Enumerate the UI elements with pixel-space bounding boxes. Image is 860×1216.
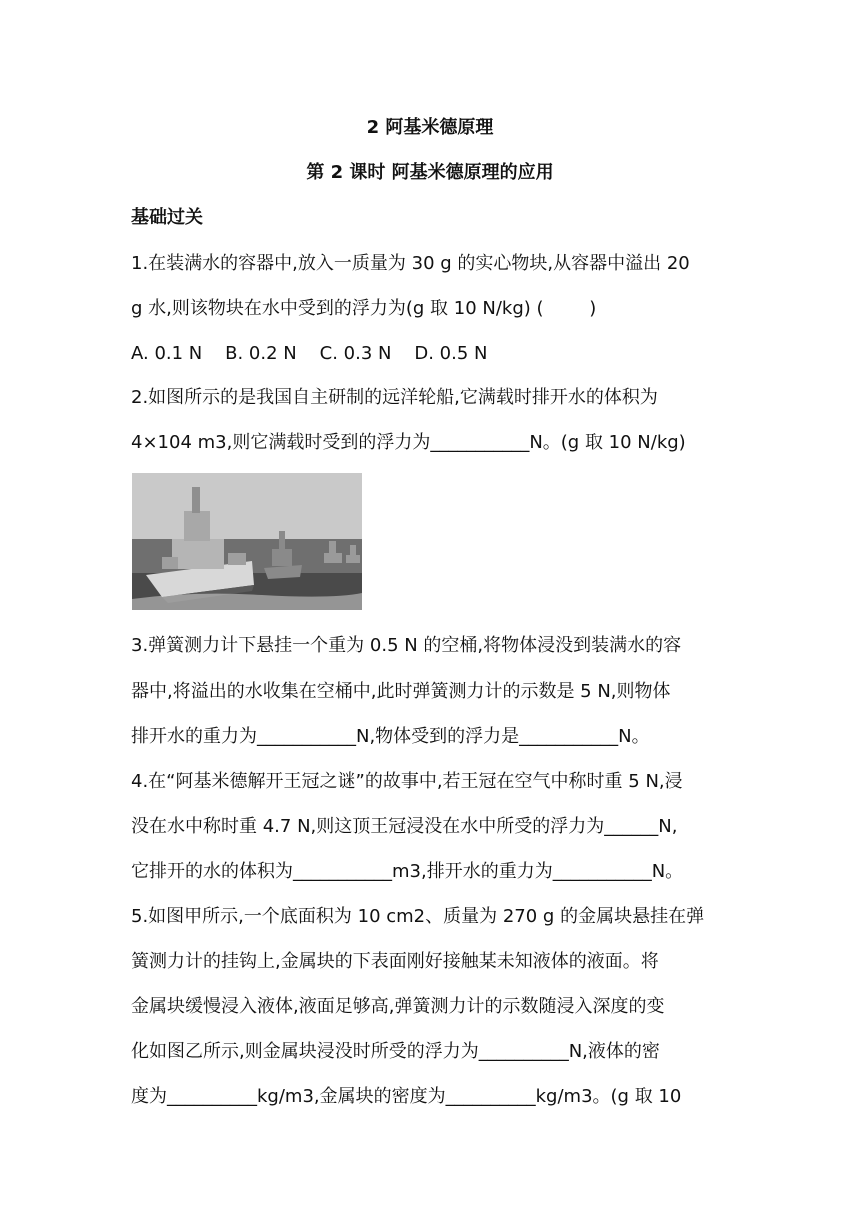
question-5-line-3: 金属块缓慢浸入液体,液面足够高,弹簧测力计的示数随浸入深度的变 <box>131 996 665 1017</box>
question-3-line-3: 排开水的重力为___________N,物体受到的浮力是___________N。 <box>131 726 650 747</box>
question-2-line-1: 2.如图所示的是我国自主研制的远洋轮船,它满载时排开水的体积为 <box>131 387 658 408</box>
section-heading: 基础过关 <box>131 207 203 228</box>
question-5-line-2: 簧测力计的挂钩上,金属块的下表面刚好接触某未知液体的液面。将 <box>131 951 659 972</box>
question-1-line-1: 1.在装满水的容器中,放入一质量为 30 g 的实心物块,从容器中溢出 20 <box>131 253 690 274</box>
warship-photo <box>132 473 362 610</box>
question-4-line-1: 4.在“阿基米德解开王冠之谜”的故事中,若王冠在空气中称时重 5 N,浸 <box>131 771 683 792</box>
question-4-line-2: 没在水中称时重 4.7 N,则这顶王冠浸没在水中所受的浮力为______N, <box>131 816 678 837</box>
question-1-options: A. 0.1 N B. 0.2 N C. 0.3 N D. 0.5 N <box>131 343 488 364</box>
lesson-subtitle: 第 2 课时 阿基米德原理的应用 <box>306 162 554 183</box>
question-4-line-3: 它排开的水的体积为___________m3,排开水的重力为___________N。 <box>131 861 684 882</box>
question-3-line-1: 3.弹簧测力计下悬挂一个重为 0.5 N 的空桶,将物体浸没到装满水的容 <box>131 635 682 656</box>
question-2-line-2: 4×104 m3,则它满载时受到的浮力为___________N。(g 取 10 N/kg) <box>131 432 686 453</box>
lesson-title: 2 阿基米德原理 <box>366 117 494 138</box>
question-3-line-2: 器中,将溢出的水收集在空桶中,此时弹簧测力计的示数是 5 N,则物体 <box>131 681 671 702</box>
question-5-line-1: 5.如图甲所示,一个底面积为 10 cm2、质量为 270 g 的金属块悬挂在弹 <box>131 906 705 927</box>
question-1-line-2: g 水,则该物块在水中受到的浮力为(g 取 10 N/kg) ( ) <box>131 298 597 319</box>
question-5-line-4: 化如图乙所示,则金属块浸没时所受的浮力为__________N,液体的密 <box>131 1041 660 1062</box>
question-5-line-5: 度为__________kg/m3,金属块的密度为__________kg/m3。(g 取 10 <box>131 1086 682 1107</box>
